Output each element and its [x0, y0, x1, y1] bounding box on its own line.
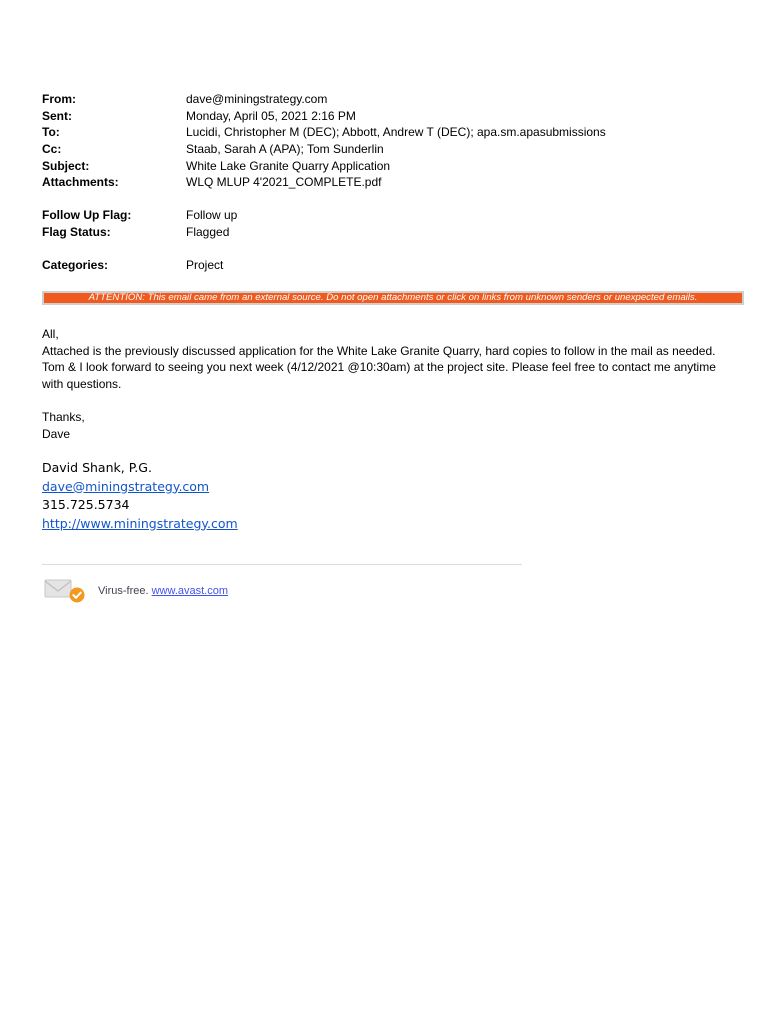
header-sent [42, 108, 742, 125]
flag-status-label: Flag Status: [42, 224, 111, 239]
avast-link[interactable]: www.avast.com [151, 585, 229, 597]
body-line-2: Tom & I look forward to seeing you next week (4/12/2021 @10:30am) at the project site. Please feel free to contact me anytime [42, 360, 716, 375]
body-line-1: Attached is the previously discussed application for the White Lake Granite Quarry, hard copies to follow in the mail as needed. [42, 343, 716, 358]
body-spacer [42, 392, 748, 409]
header-subject [42, 158, 742, 175]
email-signature [42, 459, 238, 533]
categories-value: Project [186, 257, 224, 272]
cc-label: Cc: [42, 142, 62, 157]
follow-up-flag-label: Follow Up Flag: [42, 208, 132, 223]
signature-phone: 315.725.5734 [42, 497, 130, 512]
avast-label: Virus-free. [98, 585, 149, 597]
body-line-3: with questions. [42, 376, 122, 391]
header-cc [42, 141, 742, 158]
sent-label: Sent: [42, 108, 72, 123]
header-follow-up-flag [42, 207, 742, 224]
from-label: From: [42, 92, 76, 106]
signature-name: David Shank, P.G. [42, 460, 152, 475]
categories-label: Categories: [42, 257, 109, 272]
header-from [42, 91, 742, 108]
subject-value: White Lake Granite Quarry Application [186, 158, 391, 173]
from-value: dave@miningstrategy.com [186, 92, 328, 106]
external-email-warning-banner: ATTENTION: This email came from an external source. Do not open attachments or click on links from unknown senders or unexpected emails. [42, 291, 744, 305]
header-gap [42, 191, 742, 207]
header-categories [42, 257, 742, 274]
attachment-filename[interactable]: WLQ MLUP 4'2021_COMPLETE.pdf [186, 175, 382, 190]
header-gap [42, 241, 742, 257]
follow-up-flag-value: Follow up [186, 208, 238, 223]
flag-status-value: Flagged [186, 224, 230, 239]
header-flag-status [42, 224, 742, 241]
header-attachments [42, 174, 742, 191]
subject-label: Subject: [42, 158, 90, 173]
body-greeting: All, [42, 327, 59, 341]
signature-email-link[interactable]: dave@miningstrategy.com [42, 478, 210, 494]
to-value: Lucidi, Christopher M (DEC); Abbott, Andrew T (DEC); apa.sm.apasubmissions [186, 125, 606, 140]
avast-footer [42, 578, 228, 604]
email-body [42, 326, 748, 442]
attachments-label: Attachments: [42, 175, 119, 190]
header-to [42, 124, 742, 141]
signature-divider [42, 564, 522, 565]
sent-value: Monday, April 05, 2021 2:16 PM [186, 108, 356, 123]
cc-value: Staab, Sarah A (APA); Tom Sunderlin [186, 142, 384, 157]
email-headers [42, 91, 742, 273]
avast-virus-free-note [98, 585, 228, 597]
avast-envelope-check-icon [42, 578, 86, 604]
body-closing: Thanks, [42, 409, 85, 424]
to-label: To: [42, 125, 60, 140]
body-closing-name: Dave [42, 426, 71, 441]
signature-website-link[interactable]: http://www.miningstrategy.com [42, 515, 238, 531]
